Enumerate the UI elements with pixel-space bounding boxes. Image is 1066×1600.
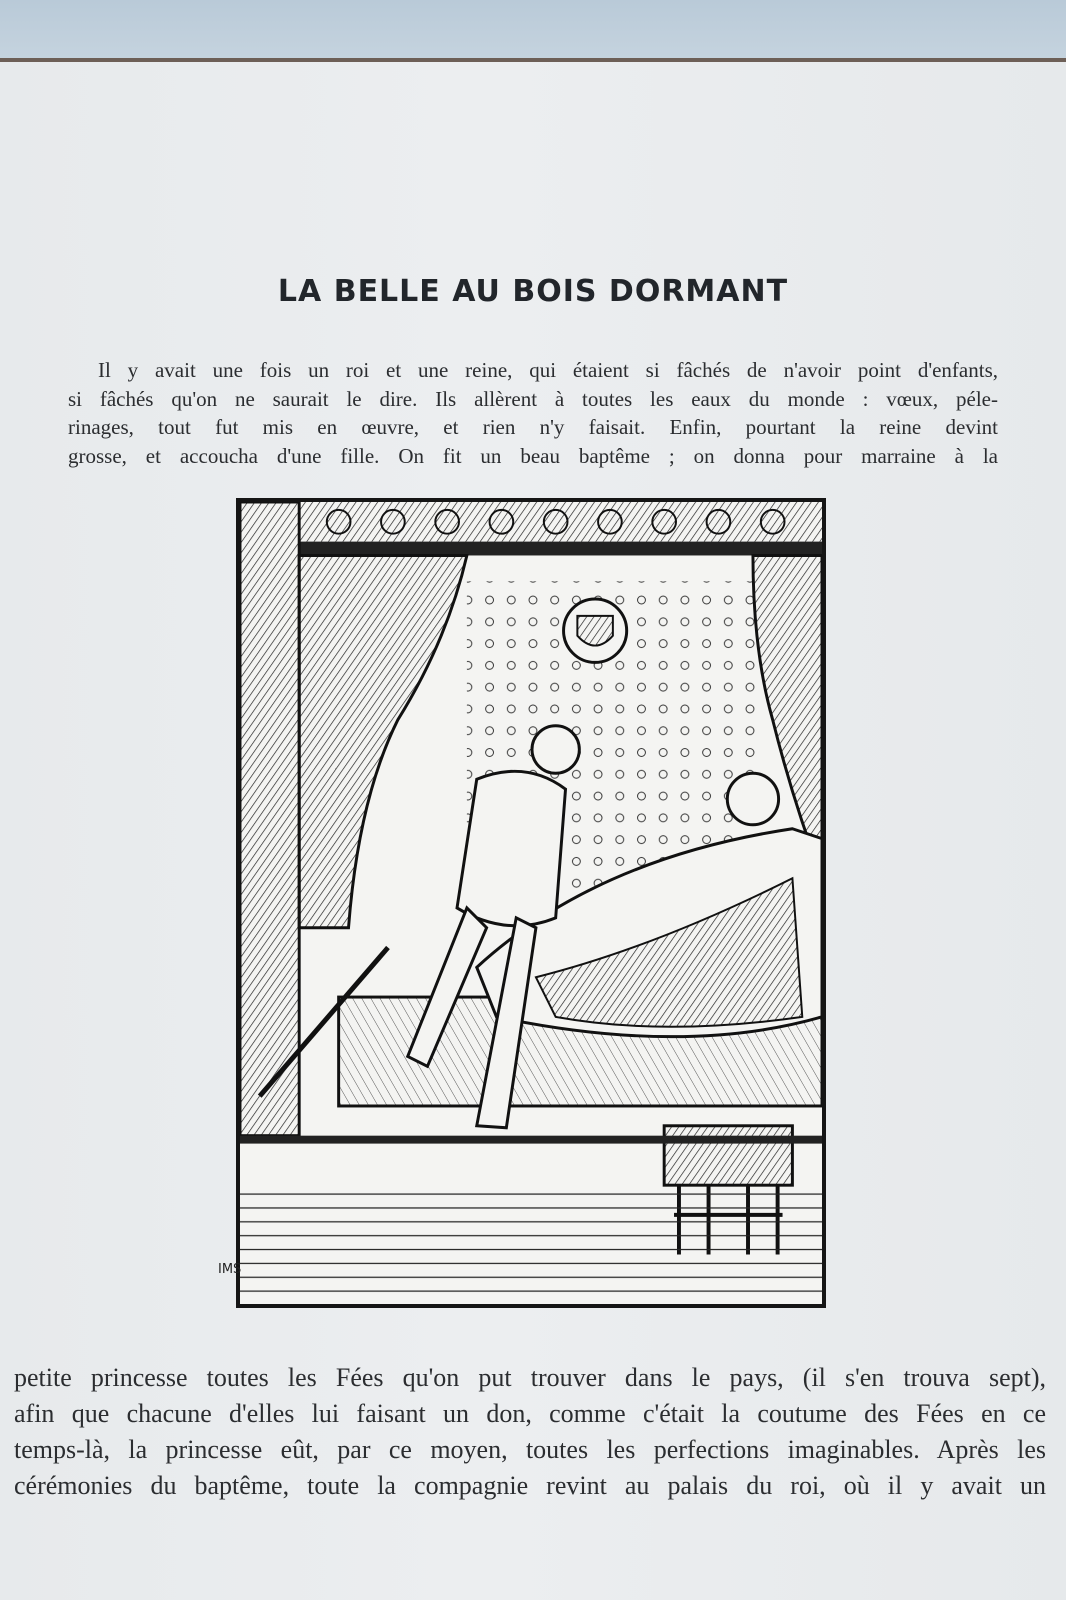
paragraph-line: petite princesse toutes les Fées qu'on put trouver dans le pays, (il s'en trouva sept), xyxy=(14,1363,1046,1392)
paragraph-line: grosse, et accoucha d'une fille. On fit un beau baptême ; on donna pour marraine à la xyxy=(68,443,998,468)
prince-head xyxy=(532,726,579,774)
paragraph-line: afin que chacune d'elles lui faisant un don, comme c'était la coutume des Fées en ce xyxy=(14,1399,1046,1428)
paragraph-line: rinages, tout fut mis en œuvre, et rien n'y faisait. Enfin, pourtant la reine devint xyxy=(68,415,998,439)
paragraph-line: temps-là, la princesse eût, par ce moyen, toutes les perfections imaginables. Après les xyxy=(14,1435,1046,1464)
prince-torso xyxy=(457,771,566,925)
paragraph-bottom xyxy=(14,1360,1046,1504)
paragraph-top xyxy=(68,356,998,470)
paragraph-line: si fâchés qu'on ne saurait le dire. Ils allèrent à toutes les eaux du monde : vœux, péle- xyxy=(68,386,998,411)
canopy-frieze xyxy=(299,502,822,542)
background-surface xyxy=(0,0,1066,64)
sleeping-beauty-engraving xyxy=(240,502,822,1304)
canopy-beam xyxy=(299,542,822,556)
artist-initials: IMS xyxy=(218,1262,242,1277)
princess-head xyxy=(727,773,778,824)
book-page xyxy=(0,58,1066,1600)
page-title: LA BELLE AU BOIS DORMANT xyxy=(277,274,789,309)
engraving-illustration xyxy=(236,498,826,1308)
paragraph-line: cérémonies du baptême, toute la compagnie revint au palais du roi, où il y avait un xyxy=(14,1471,1046,1500)
floor-boards xyxy=(240,1185,822,1304)
footstool xyxy=(664,1126,792,1185)
paragraph-line: Il y avait une fois un roi et une reine, qui étaient si fâchés de n'avoir point d'enfants, xyxy=(98,358,998,382)
curtain-left xyxy=(299,555,467,927)
bed-post-left xyxy=(240,502,299,1136)
